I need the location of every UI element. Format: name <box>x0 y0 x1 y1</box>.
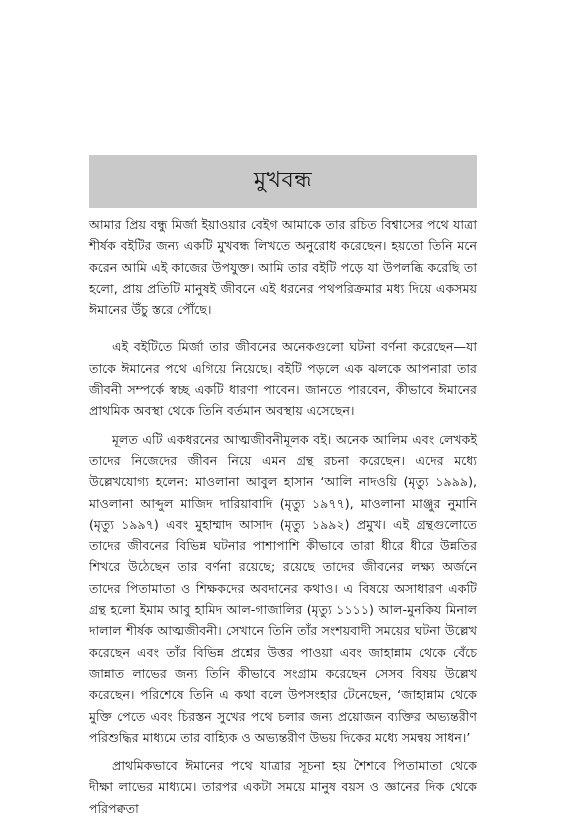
chapter-title-band <box>89 155 477 208</box>
paragraph-2: এই বইটিতে মির্জা তার জীবনের অনেকগুলো ঘটনা বর্ণনা করেছেন—যা তাকে ঈমানের পথে এগিয়ে নিয়েছে। বইটি পড়লে এক ঝলকে আপনারা তার জীবনী সম্পর্কে স্বচ্ছ একটি ধারণা পাবেন। জানতে পারবেন, কীভাবে ঈমানের প্রাথমিক অবস্থা থেকে তিনি বর্তমান অবস্থায় এসেছেন। <box>89 339 477 419</box>
paragraph-4: প্রাথমিকভাবে ঈমানের পথে যাত্রার সূচনা হয় শৈশবে পিতামাতা থেকে দীক্ষা লাভের মাধ্যমে। তারপর একটা সময়ে মানুষ বয়স ও জ্ঞানের দিক থেকে পরিপক্বতা <box>89 758 477 816</box>
paragraph-1: আমার প্রিয় বন্ধু মির্জা ইয়াওয়ার বেইগ আমাকে তার রচিত বিশ্বাসের পথে যাত্রা শীর্ষক বইটির জন্য একটি মুখবন্ধ লিখতে অনুরোধ করেছেন। হয়তো তিনি মনে করেন আমি এই কাজের উপযুক্ত। আমি তার বইটি পড়ে যা উপলব্ধি করেছি তা হলো, প্রায় প্রতিটি মানুষই জীবনে এই ধরনের পথপরিক্রমার মধ্য দিয়ে একসময় ঈমানের উঁচু স্তরে পৌঁছে। <box>89 217 477 318</box>
paragraph-3: মূলত এটি একধরনের আত্মজীবনীমূলক বই। অনেক আলিম এবং লেখকই তাদের নিজেদের জীবন নিয়ে এমন গ্রন্থ রচনা করেছেন। এদের মধ্যে উল্লেখযোগ্য হলেন: মাওলানা আবুল হাসান ‘আলি নাদওয়ি (মৃত্যু ১৯৯৯), মাওলানা আব্দুল মাজিদ দারিয়াবাদি (মৃত্যু ১৯৭৭), মাওলানা মাঞ্জুর নুমানি (মৃত্যু ১৯৯৭) এবং মুহাম্মাদ আসাদ (মৃত্যু ১৯৯২) প্রমুখ। এই গ্রন্থগুলোতে তাদের জীবনের বিভিন্ন ঘটনার পাশাপাশি কীভাবে তারা ধীরে ধীরে উন্নতির শিখরে উঠেছেন তার বর্ণনা রয়েছে; রয়েছে তাদের জীবনের লক্ষ্য অর্জনে তাদের পিতামাতা ও শিক্ষকদের অবদানের কথাও। এ বিষয়ে অসাধারণ একটি গ্রন্থ হলো ইমাম আবু হামিদ আল-গাজালির (মৃত্যু ১১১১) আল-মুনকিয মিনাল দালাল শীর্ষক আত্মজীবনী। সেখানে তিনি তাঁর সংশয়বাদী সময়ের ঘটনা উল্লেখ করেছেন এবং তাঁর বিভিন্ন প্রশ্নের উত্তর পাওয়া এবং জাহান্নাম থেকে বেঁচে জান্নাত লাভের জন্য তিনি কীভাবে সংগ্রাম করেছেন সেসব বিষয় উল্লেখ করেছেন। পরিশেষে তিনি এ কথা বলে উপসংহার টেনেছেন, ‘জাহান্নাম থেকে মুক্তি পেতে এবং চিরস্তন সুখের পথে চলার জন্য প্রয়োজন ব্যক্তির অভ্যন্তরীণ পরিশুদ্ধির মাধ্যমে তার বাহ্যিক ও অভ্যন্তরীণ উভয় দিকের মধ্যে সমন্বয় সাধন।’ <box>89 431 477 745</box>
chapter-title: মুখবন্ধ <box>253 168 313 193</box>
body-text <box>89 214 477 819</box>
